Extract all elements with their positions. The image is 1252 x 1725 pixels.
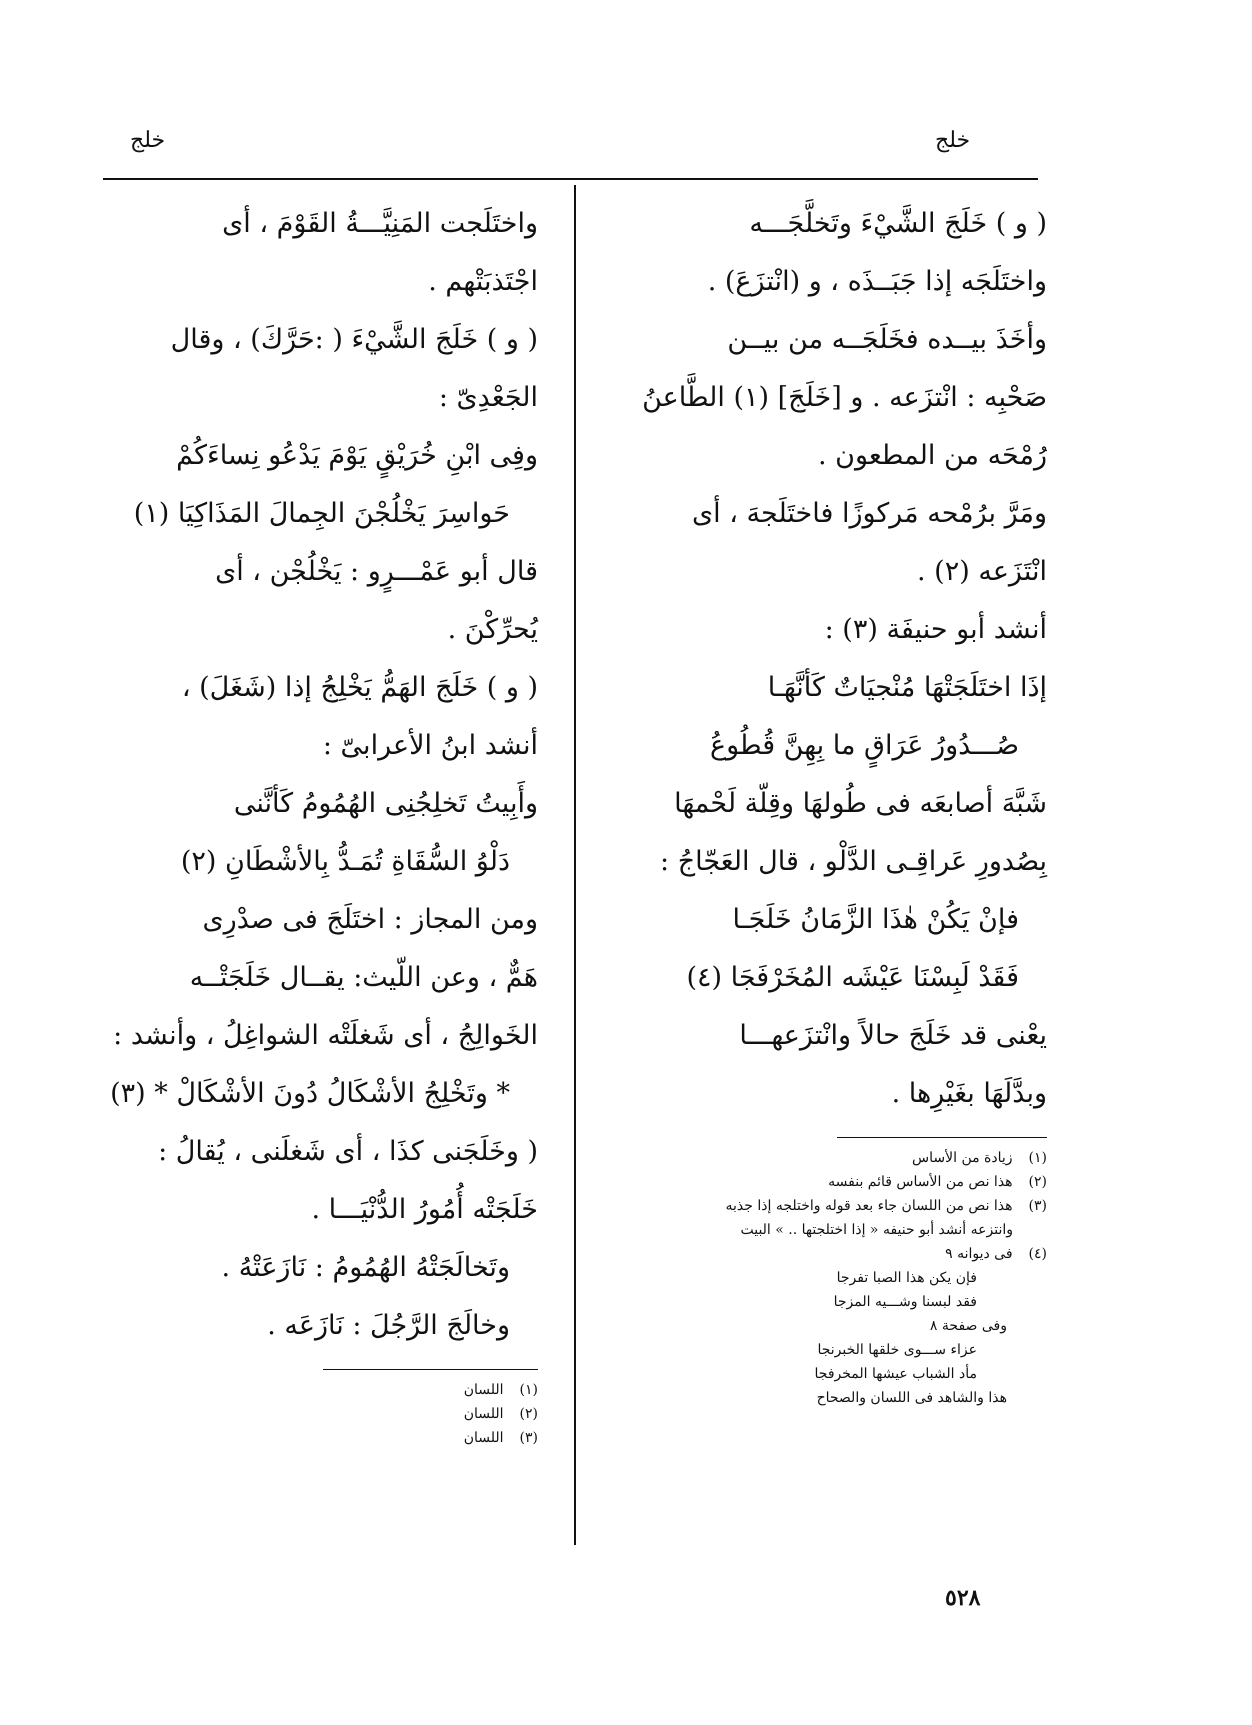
text-line: بِصُدورِ عَراقِـى الدَّلْو ، قال العَجّاجُ :	[660, 846, 1047, 877]
text-line: يعْنى قد خَلَجَ حالاً وانْتزَعهـــا	[739, 1020, 1047, 1051]
text-line: أنشد ابنُ الأعرابىّ :	[322, 730, 538, 761]
column-divider	[574, 185, 576, 1545]
verse-line: فَقَدْ لَبِسْنَا عَيْشَه المُخَرْفَجَا (٤)	[686, 962, 1019, 993]
text-line: وتَخالَجَتْهُ الهُمُومُ : نَازَعَتْهُ .	[221, 1252, 510, 1283]
page-number: ٥٢٨	[945, 1585, 981, 1611]
verse-line: فإنْ يَكُنْ هٰذَا الزَّمَانُ خَلَجَـا	[732, 904, 1019, 935]
verse-line: * وتَخْلِجُ الأشْكَالُ دُونَ الأشْكَالْ * (٣)	[110, 1078, 510, 1109]
verse-line: دَلْوُ السُّقَاةِ تُمَـدُّ بِالأشْطَانِ (٢)	[180, 846, 510, 877]
footnote: (١) زيادة من الأساس	[912, 1150, 1047, 1166]
text-line: وبدَّلَهَا بغَيْرِها .	[891, 1078, 1047, 1109]
running-header-left: خلج	[130, 128, 166, 153]
footnote-verse: فإن يكن هذا الصبا تفرجا	[836, 1270, 977, 1286]
footnote-rule	[323, 1369, 538, 1370]
running-header-right: خلج	[935, 128, 971, 153]
footnote-continuation: هذا والشاهد فى اللسان والصحاح	[816, 1390, 1007, 1406]
text-line: الخَوالِجُ ، أى شَغلَتْه الشواغِلُ ، وأنشد :	[113, 1020, 538, 1051]
footnote: (٣) هذا نص من اللسان جاء بعد قوله واختلجه إذا جذبه	[725, 1198, 1047, 1214]
text-line: ( وخَلَجَنى كذَا ، أى شَغلَنى ، يُقالُ :	[158, 1136, 538, 1167]
left-column	[90, 195, 538, 1450]
text-line: وخالَجَ الرَّجُلَ : نَازَعَه .	[267, 1310, 510, 1341]
text-line: ومن المجاز : اختَلَجَ فى صدْرِى	[202, 904, 538, 935]
text-line: واختَلَجت المَنِيَّـــةُ القَوْمَ ، أى	[222, 208, 538, 239]
footnote-continuation: وفى صفحة ٨	[929, 1318, 1007, 1334]
verse-line: صُـــدُورُ عَرَاقٍ ما بِهِنَّ قُطُوعُ	[709, 730, 1019, 761]
verse-line: إذَا اختَلَجَتْهَا مُنْجيَاتٌ كَأنَّهَـا	[767, 672, 1047, 703]
footnote-rule	[837, 1137, 1047, 1138]
text-line: صَحْبِه : انْتزَعه . و [خَلَجَ] (١) الطَّاعنُ	[642, 382, 1047, 413]
header-rule	[103, 178, 1038, 180]
text-line: واختَلَجَه إذا جَبَــذَه ، و (انْتزَعَ) .	[707, 266, 1047, 297]
text-line: يُحرِّكْنَ .	[447, 614, 538, 645]
text-line: شَبَّهَ أصابعَه فى طُولهَا وقِلّة لَحْمهَا	[674, 788, 1047, 819]
right-column	[612, 195, 1047, 1410]
footnote: (١) اللسان	[463, 1382, 538, 1398]
text-line: وأخَذَ بيــده فخَلَجَــه من بيــن	[727, 324, 1047, 355]
text-line: ( و ) خَلَجَ الشَّيْءَ ( :حَرَّكَ) ، وقال	[170, 324, 538, 355]
text-line: أنشد أبو حنيفَة (٣) :	[824, 614, 1047, 645]
text-line: ومَرَّ برُمْحه مَركوزًا فاختَلَجهَ ، أى	[692, 498, 1047, 529]
footnote: (٣) اللسان	[463, 1430, 538, 1446]
verse-line: حَواسِرَ يَخْلُجْنَ الجِمالَ المَذَاكِيَا (١)	[133, 498, 510, 529]
text-line: خَلَجَتْه أُمُورُ الدُّنْيَـــا .	[311, 1194, 538, 1225]
footnote-verse: فقد لبسنا وشـــيه المزجا	[833, 1294, 977, 1310]
text-line: اجْتَذبَتْهم .	[428, 266, 538, 297]
footnote: (٢) هذا نص من الأساس قائم بنفسه	[828, 1174, 1047, 1190]
verse-line: وأَبِيتُ تَخلِجُنِى الهُمُومُ كَأنَّنى	[233, 788, 538, 819]
footnote-verse: مأد الشباب عيشها المخرفجا	[814, 1366, 977, 1382]
footnote: (٢) اللسان	[463, 1406, 538, 1422]
text-line: الجَعْدِىّ :	[438, 382, 538, 413]
text-line: قال أبو عَمْـــرٍو : يَخْلُجْن ، أى	[215, 556, 538, 587]
footnote: (٤) فى ديوانه ٩	[945, 1246, 1047, 1262]
text-line: رُمْحَه من المطعون .	[817, 440, 1047, 471]
verse-line: وفِى ابْنِ خُرَيْقٍ يَوْمَ يَدْعُو نِساءَكُمْ	[176, 440, 538, 471]
footnote-verse: عزاء ســـوى خلقها الخبرنجا	[817, 1342, 977, 1358]
footnote-continuation: وانتزعه أنشد أبو حنيفه « إذا اختلجتها .. » البيت	[740, 1222, 1013, 1238]
text-line: هَمٌّ ، وعن اللّيث: يقــال خَلَجَتْــه	[189, 962, 538, 993]
text-line: انْتَزَعه (٢) .	[917, 556, 1047, 587]
text-line: ( و ) خَلَجَ الهَمُّ يَخْلِجُ إذا (شَغَلَ) ،	[181, 672, 538, 703]
text-line: ( و ) خَلَجَ الشَّيْءَ وتَخلَّجَـــه	[749, 208, 1047, 239]
